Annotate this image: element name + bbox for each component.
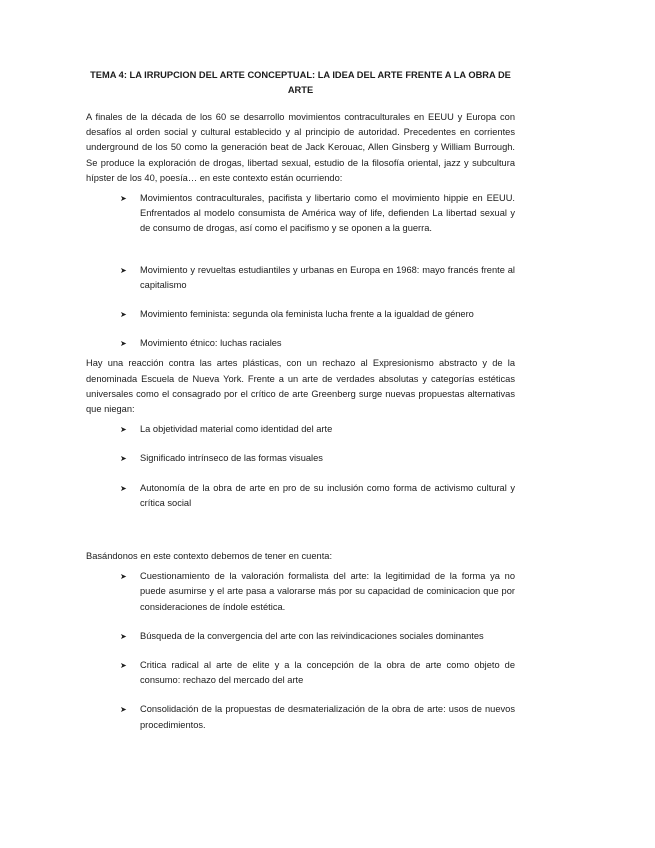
- negation-text: La objetividad material como identidad del arte: [140, 424, 333, 435]
- context-intro: Basándonos en este contexto debemos de tener en cuenta:: [86, 551, 333, 562]
- movement-text: Movimientos contraculturales, pacifista y libertario como el movimiento hippie en EEUU. Enfrentados al modelo consumista de América way of life, defienden La libertad sexual y de consumo de drogas, así como el pacifismo y se oponen a la guerra.: [140, 193, 515, 234]
- list-item: [120, 481, 515, 511]
- considerations-list: [86, 569, 515, 733]
- arrow-bullet-icon: ➤: [120, 265, 127, 275]
- consideration-text: Consolidación de la propuestas de desmaterialización de la obra de arte: usos de nuevos procedimientos.: [140, 704, 515, 730]
- list-item: [120, 629, 515, 644]
- list-item: [120, 263, 515, 293]
- arrow-bullet-icon: ➤: [120, 631, 127, 641]
- list-item: [120, 658, 515, 688]
- consideration-text: Cuestionamiento de la valoración formalista del arte: la legitimidad de la forma ya no puede asumirse y el arte pasa a valorarse más por su capacidad de cominicacion que por consideraciones de índole estética.: [140, 571, 515, 612]
- arrow-bullet-icon: ➤: [120, 483, 127, 493]
- list-item: [120, 451, 515, 466]
- document-title: TEMA 4: LA IRRUPCION DEL ARTE CONCEPTUAL: LA IDEA DEL ARTE FRENTE A LA OBRA DE ARTE: [90, 70, 511, 95]
- list-item: [120, 422, 515, 437]
- arrow-bullet-icon: ➤: [120, 425, 127, 435]
- negations-list: [86, 422, 515, 511]
- negation-text: Autonomía de la obra de arte en pro de su inclusión como forma de activismo cultural y crítica social: [140, 482, 515, 508]
- list-item: [120, 336, 515, 351]
- consideration-text: Critica radical al arte de elite y a la concepción de la obra de arte como objeto de consumo: rechazo del mercado del arte: [140, 660, 515, 686]
- arrow-bullet-icon: ➤: [120, 572, 127, 582]
- movement-text: Movimiento y revueltas estudiantiles y urbanas en Europa en 1968: mayo francés frente al capitalismo: [140, 264, 515, 290]
- list-item: [120, 569, 515, 615]
- arrow-bullet-icon: ➤: [120, 194, 127, 204]
- reaction-paragraph: Hay una reacción contra las artes plásticas, con un rechazo al Expresionismo abstracto y de la denominada Escuela de Nueva York. Frente a un arte de verdades absolutas y categorías estéticas universales como el consagrado por el crítico de arte Greenberg surge nuevas propuestas alternativas que niegan:: [86, 358, 515, 415]
- arrow-bullet-icon: ➤: [120, 705, 127, 715]
- list-item: [120, 307, 515, 322]
- arrow-bullet-icon: ➤: [120, 339, 127, 349]
- list-item: [120, 702, 515, 732]
- consideration-text: Búsqueda de la convergencia del arte con las reivindicaciones sociales dominantes: [140, 630, 484, 641]
- arrow-bullet-icon: ➤: [120, 454, 127, 464]
- negation-text: Significado intrínseco de las formas visuales: [140, 453, 323, 464]
- arrow-bullet-icon: ➤: [120, 310, 127, 320]
- movement-text: Movimiento étnico: luchas raciales: [140, 338, 282, 349]
- list-item: [120, 191, 515, 237]
- intro-paragraph: A finales de la década de los 60 se desarrollo movimientos contraculturales en EEUU y Europa con desafíos al orden social y cultural establecido y al principio de autoridad. Precedentes en corrientes underground de los 50 como la generación beat de Jack Kerouac, Allen Ginsberg y William Burrough. Se produce la exploración de drogas, libertad sexual, estudio de la filosofía oriental, jazz y subcultura hípster de los 40, poesía… en este contexto están ocurriendo:: [86, 112, 515, 183]
- arrow-bullet-icon: ➤: [120, 661, 127, 671]
- movement-text: Movimiento feminista: segunda ola feminista lucha frente a la igualdad de género: [140, 309, 474, 320]
- movements-list: [86, 191, 515, 351]
